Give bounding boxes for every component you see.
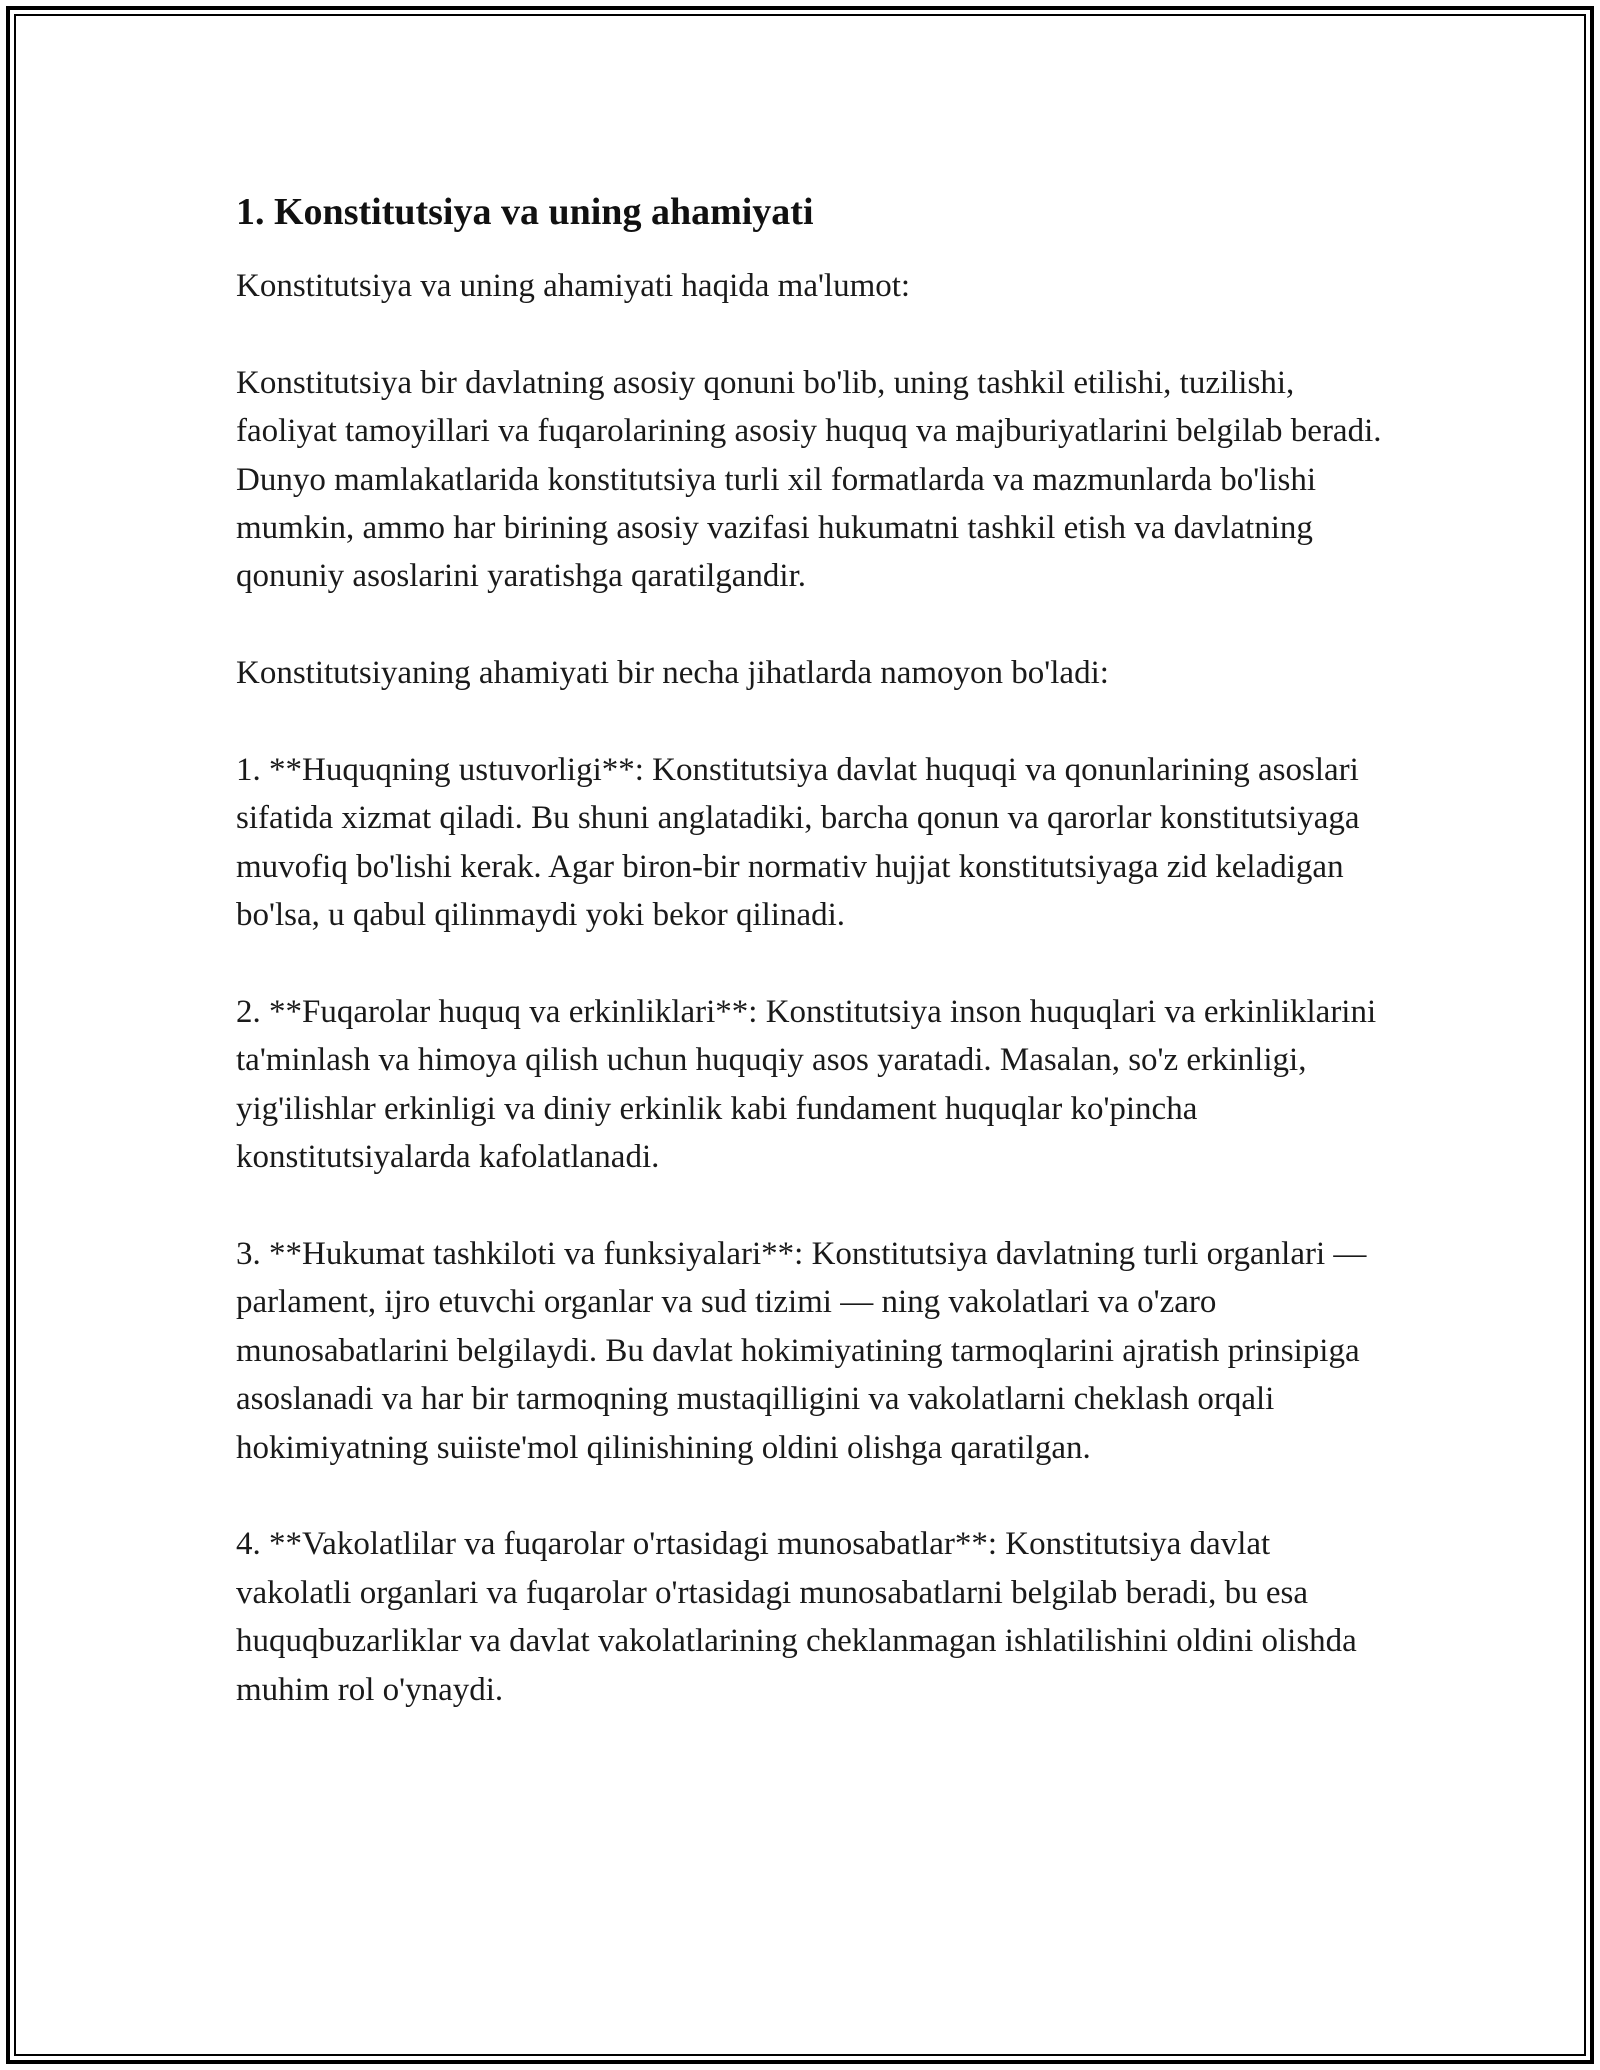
intro-paragraph: Konstitutsiya va uning ahamiyati haqida ma'lumot:	[236, 268, 911, 304]
definition-paragraph: Konstitutsiya bir davlatning asosiy qonuni bo'lib, uning tashkil etilishi, tuzilishi, faoliyat tamoyillari va fuqarolarining asosiy huquq va majburiyatlarini belgilab beradi. Dunyo mamlakatlarida konstitutsiya turli xil formatlarda va mazmunlarda bo'lishi mumkin, ammo har birining asosiy vazifasi hukumatni tashkil etish va davlatning qonuniy asoslarini yaratishga qaratilgandir.	[236, 364, 1382, 595]
list-item-citizen-rights: 2. **Fuqarolar huquq va erkinliklari**: Konstitutsiya inson huquqlari va erkinliklarini ta'minlash va himoya qilish uchun huquqiy asos yaratadi. Masalan, so'z erkinligi, yig'ilishlar erkinligi va diniy erkinlik kabi fundament huquqlar ko'pincha konstitutsiyalarda kafolatlanadi.	[236, 994, 1377, 1176]
list-item-authority-citizen-relations: 4. **Vakolatlilar va fuqarolar o'rtasidagi munosabatlar**: Konstitutsiya davlat vakolatli organlari va fuqarolar o'rtasidagi munosabatlarni belgilab beradi, bu esa huquqbuzarliklar va davlat vakolatlarining cheklanmagan ishlatilishini oldini olishda muhim rol o'ynaydi.	[236, 1526, 1357, 1708]
list-item-rule-of-law: 1. **Huquqning ustuvorligi**: Konstitutsiya davlat huquqi va qonunlarining asoslari sifatida xizmat qiladi. Bu shuni anglatadiki, barcha qonun va qarorlar konstitutsiyaga muvofiq bo'lishi kerak. Agar biron-bir normativ hujjat konstitutsiyaga zid keladigan bo'lsa, u qabul qilinmaydi yoki bekor qilinadi.	[236, 752, 1360, 934]
document-body	[236, 186, 1386, 1762]
list-item-government-organization: 3. **Hukumat tashkiloti va funksiyalari**: Konstitutsiya davlatning turli organlari — parlament, ijro etuvchi organlar va sud tizimi — ning vakolatlari va o'zaro munosabatlarini belgilaydi. Bu davlat hokimiyatining tarmoqlarini ajratish prinsipiga asoslanadi va har bir tarmoqning mustaqilligini va vakolatlarni cheklash orqali hokimiyatning suiiste'mol qilinishining oldini olishga qaratilgan.	[236, 1236, 1367, 1466]
document-title: 1. Konstitutsiya va uning ahamiyati	[236, 191, 814, 233]
importance-intro-paragraph: Konstitutsiyaning ahamiyati bir necha jihatlarda namoyon bo'ladi:	[236, 655, 1109, 692]
